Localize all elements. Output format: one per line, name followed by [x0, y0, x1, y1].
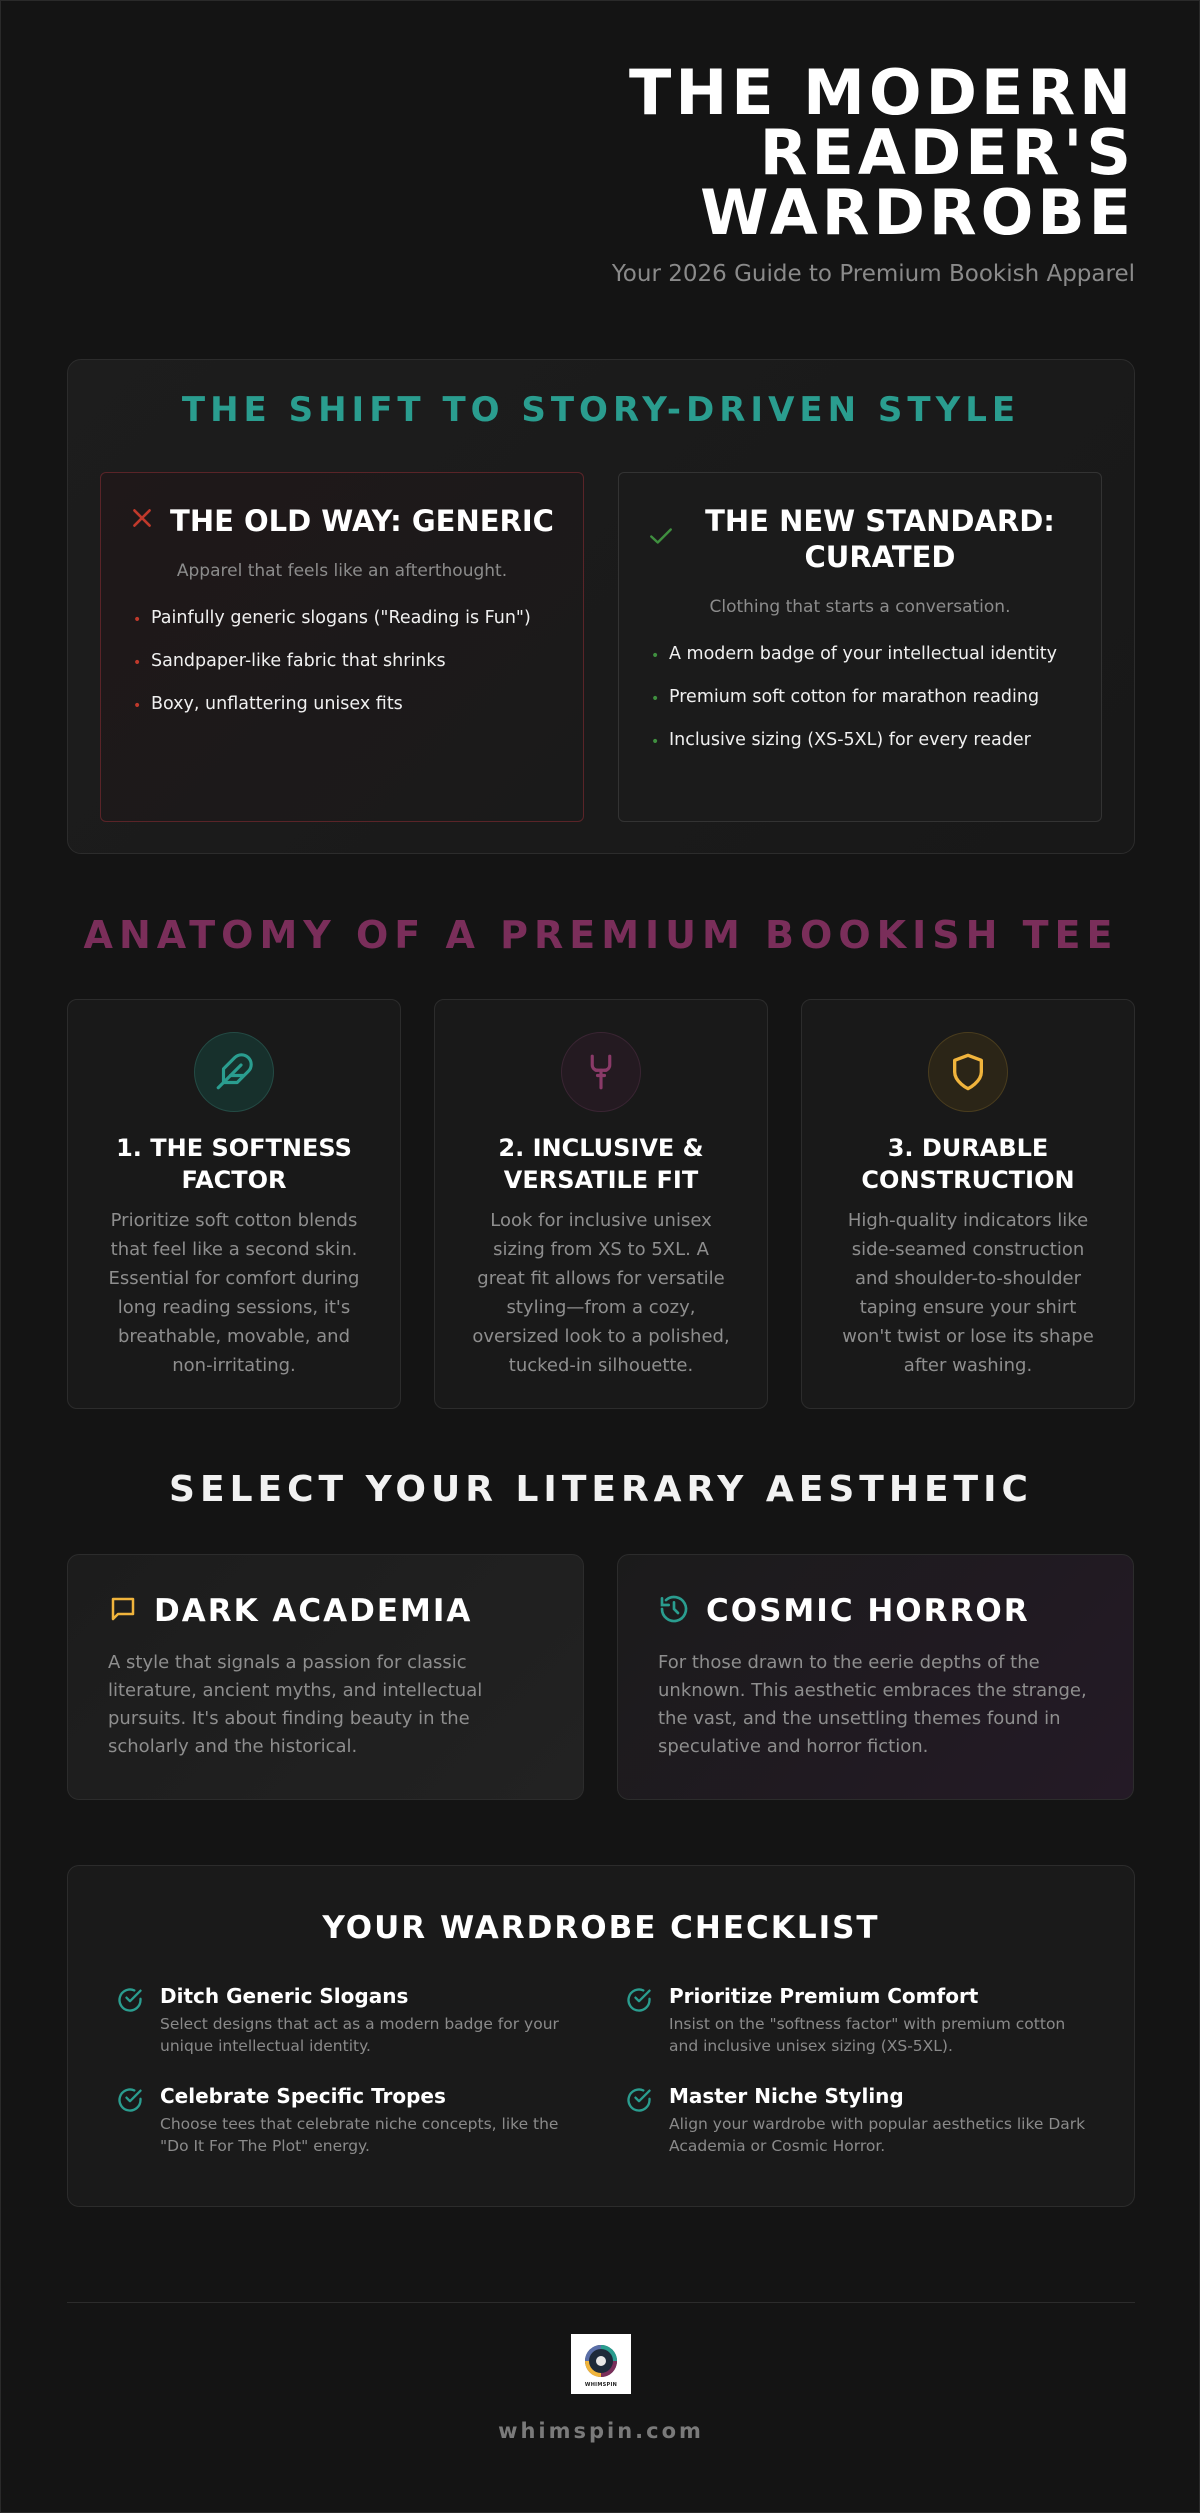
cosmic-swirl-icon — [658, 1593, 690, 1629]
list-item: • A modern badge of your intellectual identity — [647, 641, 1073, 668]
old-way-subtitle: Apparel that feels like an afterthought. — [176, 561, 508, 581]
tailoring-icon — [561, 1032, 641, 1112]
feature-card-softness — [67, 999, 401, 1409]
new-standard-subtitle: Clothing that starts a conversation. — [709, 597, 1011, 617]
list-item: • Inclusive sizing (XS-5XL) for every reader — [647, 727, 1073, 754]
checklist-item — [116, 2084, 586, 2157]
checklist-item-desc: Select designs that act as a modern badge for your unique intellectual identity. — [160, 2015, 559, 2055]
aesthetic-title: SELECT YOUR LITERARY AESTHETIC — [169, 1469, 1033, 1510]
feather-icon — [194, 1032, 274, 1112]
feature-title: 3. DURABLE CONSTRUCTION — [861, 1134, 1075, 1194]
checkmark-icon — [647, 522, 687, 557]
old-way-title: THE OLD WAY: GENERIC — [170, 504, 554, 538]
checklist-item-desc: Choose tees that celebrate niche concepts, like the "Do It For The Plot" energy. — [160, 2115, 559, 2155]
brand-logo[interactable] — [571, 2334, 631, 2394]
checklist-item-title: Ditch Generic Slogans — [160, 1984, 409, 2008]
checklist-item — [116, 1984, 586, 2057]
checklist-item-title: Master Niche Styling — [669, 2084, 904, 2108]
aesthetic-body: A style that signals a passion for classic literature, ancient myths, and intellectual pursuits. It's about finding beauty in the scholarly and the historical. — [108, 1652, 483, 1757]
new-standard-list — [647, 641, 1073, 754]
check-circle-icon — [116, 1984, 160, 2057]
shift-section — [67, 359, 1135, 854]
check-circle-icon — [116, 2084, 160, 2157]
list-item: • Premium soft cotton for marathon reading — [647, 684, 1073, 711]
page-title-line-2: READER'S — [759, 116, 1135, 189]
site-link[interactable]: whimspin.com — [498, 2419, 704, 2443]
feature-body: Prioritize soft cotton blends that feel like a second skin. Essential for comfort during long reading sessions, it's breathable, movable, and non-irritating. — [108, 1210, 360, 1376]
shift-title: THE SHIFT TO STORY-DRIVEN STYLE — [181, 390, 1021, 430]
check-circle-icon — [625, 2084, 669, 2157]
feature-title: 1. THE SOFTNESS FACTOR — [116, 1134, 352, 1194]
aesthetic-title-text: COSMIC HORROR — [706, 1593, 1030, 1629]
anatomy-title: ANATOMY OF A PREMIUM BOOKISH TEE — [83, 913, 1119, 957]
aesthetic-title-text: DARK ACADEMIA — [154, 1593, 473, 1629]
close-icon — [129, 504, 169, 539]
page-title-line-1: THE MODERN — [629, 56, 1135, 129]
checklist-item-title: Celebrate Specific Tropes — [160, 2084, 446, 2108]
feature-card-durable — [801, 999, 1135, 1409]
aesthetic-card-cosmic-horror — [617, 1554, 1134, 1800]
feature-body: High-quality indicators like side-seamed construction and shoulder-to-shoulder taping ensure your shirt won't twist or lose its shape after washing. — [842, 1210, 1094, 1376]
header — [67, 56, 1135, 287]
new-standard-title: THE NEW STANDARD: CURATED — [705, 504, 1055, 574]
checklist-item-desc: Insist on the "softness factor" with premium cotton and inclusive unisex sizing (XS-5XL). — [669, 2015, 1066, 2055]
footer-divider — [67, 2302, 1135, 2303]
page-subtitle: Your 2026 Guide to Premium Bookish Apparel — [611, 261, 1135, 287]
list-item: • Painfully generic slogans ("Reading is Fun") — [129, 605, 555, 632]
feature-title: 2. INCLUSIVE & VERSATILE FIT — [498, 1134, 704, 1194]
old-way-card — [100, 472, 584, 822]
list-item: • Boxy, unflattering unisex fits — [129, 691, 555, 718]
aesthetic-card-dark-academia — [67, 1554, 584, 1800]
feature-card-fit — [434, 999, 768, 1409]
checklist-item-desc: Align your wardrobe with popular aesthetics like Dark Academia or Cosmic Horror. — [669, 2115, 1086, 2155]
list-item: • Sandpaper-like fabric that shrinks — [129, 648, 555, 675]
book-icon — [108, 1594, 138, 1628]
old-way-list — [129, 605, 555, 718]
aesthetic-body: For those drawn to the eerie depths of the unknown. This aesthetic embraces the strange, the vast, and the unsettling themes found in speculative and horror fiction. — [658, 1652, 1087, 1757]
checklist-section — [67, 1865, 1135, 2207]
logo-swirl-icon — [581, 2341, 621, 2381]
checklist-item — [625, 1984, 1095, 2057]
check-circle-icon — [625, 1984, 669, 2057]
shield-icon — [928, 1032, 1008, 1112]
checklist-item-title: Prioritize Premium Comfort — [669, 1984, 979, 2008]
page-title-line-3: WARDROBE — [700, 176, 1135, 249]
new-standard-card — [618, 472, 1102, 822]
logo-wordmark: WHIMSPIN — [584, 2381, 618, 2388]
checklist-title: YOUR WARDROBE CHECKLIST — [322, 1910, 880, 1946]
checklist-item — [625, 2084, 1095, 2157]
feature-body: Look for inclusive unisex sizing from XS to 5XL. A great fit allows for versatile styling—from a cozy, oversized look to a polished, tucked-in silhouette. — [472, 1210, 730, 1376]
